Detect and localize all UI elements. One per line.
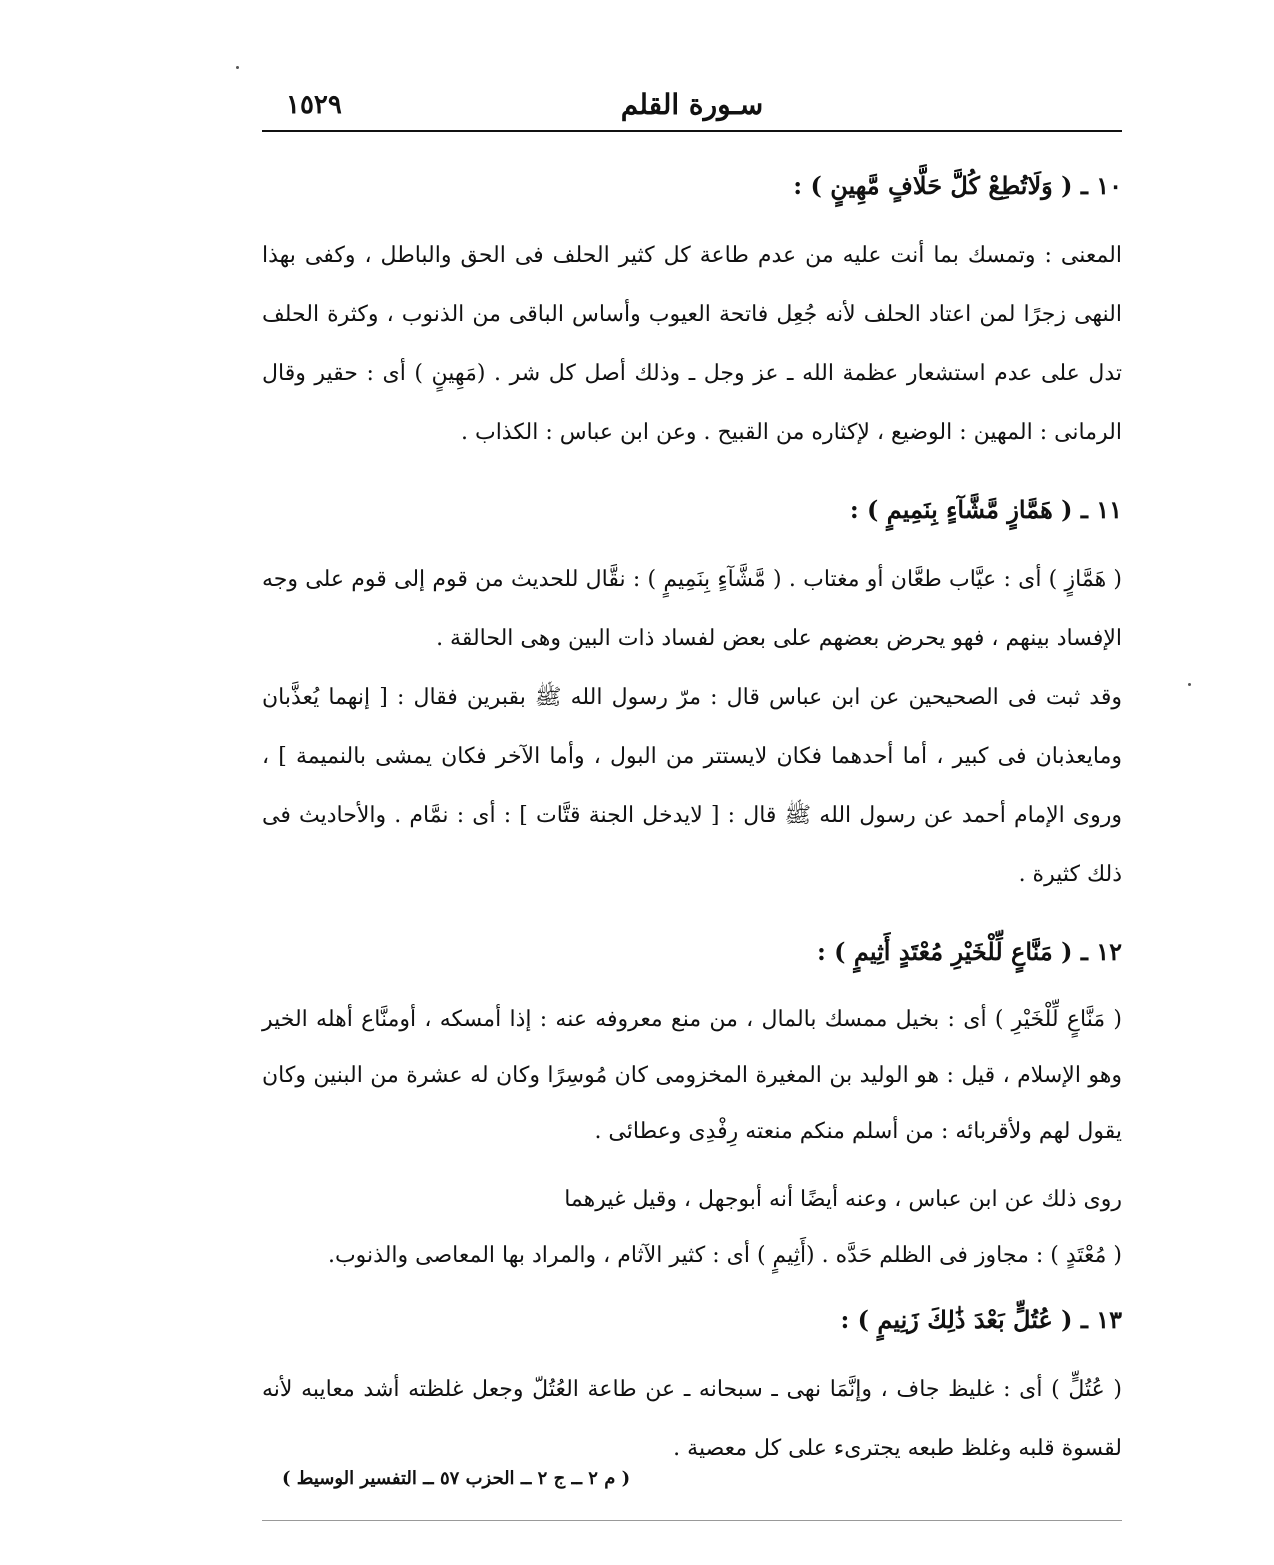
page-body (262, 150, 1122, 1478)
paragraph: روى ذلك عن ابن عباس ، وعنه أيضًا أنه أبوجهل ، وقيل غيرهما (564, 1187, 1122, 1212)
verse-heading: ١٣ ـ ( عُتُلٍّ بَعْدَ ذَٰلِكَ زَنِيمٍ ) : (840, 1305, 1122, 1334)
footer-signature: ( م ٢ ــ ج ٢ ــ الحزب ٥٧ ــ التفسير الوسيط ) (282, 1468, 631, 1489)
paragraph: وقد ثبت فى الصحيحين عن ابن عباس قال : مرّ رسول الله ﷺ بقبرين فقال : [ إنهما يُعذَّبان ومايعذبان فى كبير ، أما أحدهما فكان لايستتر من البول ، وأما الآخر فكان يمشى بالنميمة ] ، وروى الإمام أحمد عن رسول الله ﷺ قال : [ لايدخل الجنة قتَّات ] : أى : نمَّام . والأحاديث فى ذلك كثيرة . (262, 685, 1122, 887)
surah-title: سـورة القلم (620, 88, 764, 121)
scan-speck (1188, 683, 1191, 686)
scan-speck (236, 66, 239, 69)
spacer (262, 1160, 1122, 1172)
spacer (262, 462, 1122, 474)
page-header (262, 86, 1122, 132)
verse-heading: ١٢ ـ ( مَنَّاعٍ لِّلْخَيْرِ مُعْتَدٍ أَثِيمٍ ) : (816, 937, 1122, 966)
paragraph: ( مَنَّاعٍ لِّلْخَيْرِ ) أى : بخيل ممسك بالمال ، من منع معروفه عنه : إذا أمسكه ، أومنَّاع أهله الخير وهو الإسلام ، قيل : هو الوليد بن المغيرة المخزومى كان مُوسِرًا وكان له عشرة من البنين وكان يقول لهم ولأقربائه : من أسلم منكم منعته رِفْدِى وعطائى . (262, 1007, 1122, 1144)
paragraph: المعنى : وتمسك بما أنت عليه من عدم طاعة كل كثير الحلف فى الحق والباطل ، وكفى بهذا النهى زجرًا لمن اعتاد الحلف لأنه جُعِل فاتحة العيوب وأساس الباقى من الذنوب ، وكثرة الحلف تدل على عدم استشعار عظمة الله ـ عز وجل ـ وذلك أصل كل شر . (مَهِينٍ ) أى : حقير وقال الرمانى : المهين : الوضيع ، لإكثاره من القبيح . وعن ابن عباس : الكذاب . (262, 243, 1122, 445)
spacer (262, 904, 1122, 916)
verse-heading: ١٠ ـ ( وَلَاتُطِعْ كُلَّ حَلَّافٍ مَّهِينٍ ) : (793, 171, 1122, 200)
footer-rule (262, 1520, 1122, 1521)
page-number: ١٥٢٩ (286, 90, 342, 120)
paragraph: ( هَمَّازٍ ) أى : عيَّاب طعَّان أو مغتاب . ( مَّشَّآءٍ بِنَمِيمٍ ) : نقَّال للحديث من قوم إلى قوم على وجه الإفساد بينهم ، فهو يحرض بعضهم على بعض لفساد ذات البين وهى الحالقة . (262, 567, 1122, 651)
verse-heading: ١١ ـ ( هَمَّازٍ مَّشَّآءٍ بِنَمِيمٍ ) : (849, 495, 1122, 524)
paragraph: ( عُتُلٍّ ) أى : غليظ جاف ، وإنَّمَا نهى ـ سبحانه ـ عن طاعة العُتُلّ وجعل غلظته أشد معايبه لأنه لقسوة قلبه وغلظ طبعه يجترىء على كل معصية . (262, 1377, 1122, 1461)
paragraph: ( مُعْتَدٍ ) : مجاوز فى الظلم حَدَّه . (أَثِيمٍ ) أى : كثير الآثام ، والمراد بها المعاصى والذنوب. (327, 1243, 1122, 1268)
